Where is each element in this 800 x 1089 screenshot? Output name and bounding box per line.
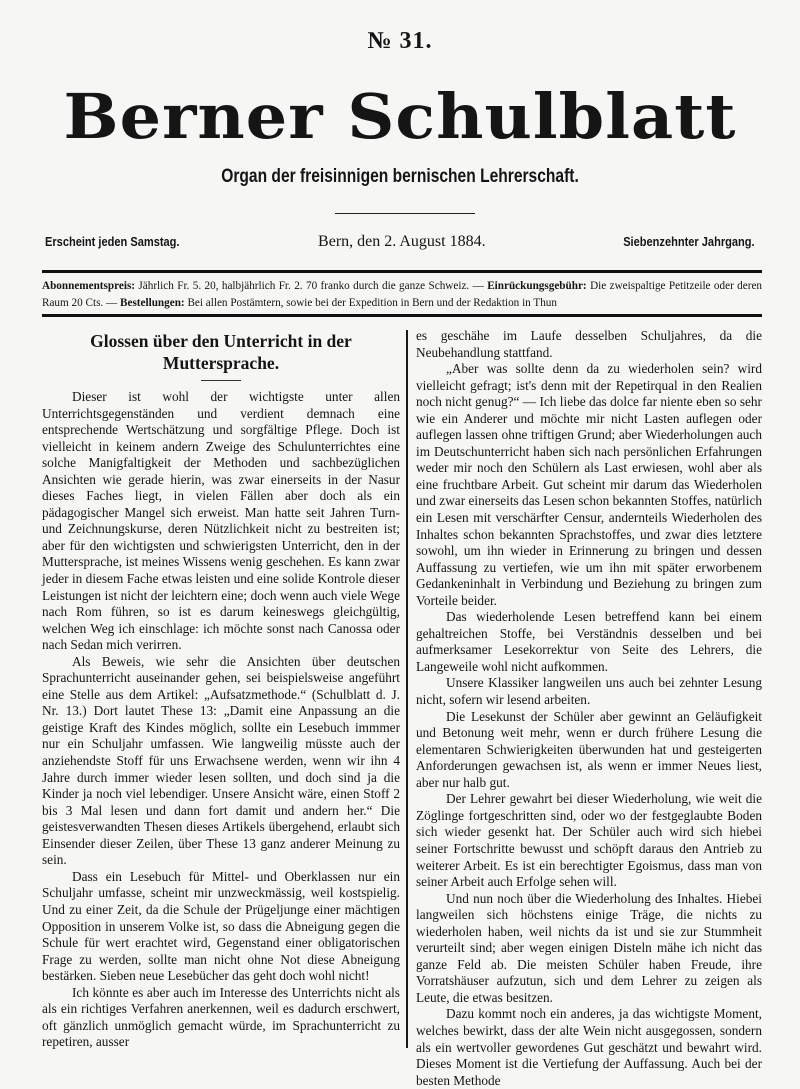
paragraph: Unsere Klassiker langweilen uns auch bei zehnter Lesung nicht, sofern wir lesend arbeiten.	[416, 675, 762, 708]
paragraph: Dazu kommt noch ein anderes, ja das wichtigste Moment, welches bewirkt, dass der alte Wein nicht ausgegossen, sondern als ein wertvoller gewordenes Gut geschätzt und bewahrt wird. Dieses Moment ist die Vertiefung der Auffassung. Auch bei der besten Methode	[416, 1006, 762, 1088]
subscription-text: Jährlich Fr. 5. 20, halbjährlich Fr. 2. 70 franko durch die ganze Schweiz. —	[138, 280, 484, 292]
paragraph: Der Lehrer gewahrt bei dieser Wiederholung, wie weit die Zöglinge fortgeschritten sind, oder wo der festgeglaubte Boden sich wieder gesenkt hat. Der Schüler auch wird sich hiebei seiner Fortschritte bewusst und schöpft daraus den Antrieb zu weiterer Arbeit. Es ist ein berechtigter Egoismus, dass man von seiner Arbeit auch Erfolge sehen will.	[416, 791, 762, 890]
info-rule-bottom	[42, 314, 762, 317]
orders-text: Bei allen Postämtern, sowie bei der Expedition in Bern und der Redaktion in Thun	[187, 297, 557, 309]
dateline: Bern, den 2. August 1884.	[318, 233, 486, 250]
paragraph: Das wiederholende Lesen betreffend kann bei einem gehaltreichen Stoffe, bei Verständnis desselben und bei aufmerksamer Lesekorrektur von Seite des Lehrers, die Langeweile wohl nicht aufkommen.	[416, 609, 762, 674]
insertion-label: Einrückungsgebühr:	[487, 280, 587, 292]
masthead-subtitle: Organ der freisinnigen bernischen Lehrerschaft.	[221, 166, 579, 187]
issue-number: № 31.	[367, 28, 433, 54]
paragraph: es geschähe im Laufe desselben Schuljahres, da die Neubehandlung stattfand.	[416, 328, 762, 360]
subscription-info	[42, 278, 762, 312]
paragraph: Dieser ist wohl der wichtigste unter allen Unterrichtsgegenständen und verdient demnach eine entsprechende Wertschätzung und sorgfältige Pflege. Doch ist vielleicht in keinem andern Zweige des Schulunterrichtes eine solche Manigfaltigkeit der Methoden und sachbezüglichen Ansichten wie gerade hierin, was zwar einerseits in der Nasur dieses Faches liegt, in vielen Fällen aber doch als ein pädagogischer Mangel sich erweist. Man hatte seit Jahren Turn- und Zeichnungskurse, deren Nützlichkeit nicht zu bestreiten ist; aber für den wichtigsten und schwierigsten Unterricht, den in der Muttersprache, ist meines Wissens wenig geschehen. Es kann zwar jeder in diesem Fache etwas leisten und eine solide Kontrole dieser Leistungen ist nicht der leichtern eine; doch wenn auch viele Wege nach Rom führen, so ist es darum keineswegs gleichgültig, welchen Weg ich einschlage: ich möchte sonst nach Canossa oder nach Sedan mich verirren.	[42, 389, 400, 653]
masthead-divider	[335, 213, 475, 214]
subscription-label: Abonnementspreis:	[42, 280, 136, 292]
orders-label: Bestellungen:	[120, 297, 185, 309]
paragraph: Und nun noch über die Wiederholung des Inhaltes. Hiebei langweilen sich höchstens einige Träge, die nichts zu wiederholen haben, weil nichts da ist und sie zur Stummheit verurteilt sind; aber wegen einigen Disteln mähe ich nicht das ganze Feld ab. Die meisten Schüler haben Freude, ihre Vorratshäuser aufzutun, sich und dem Lehrer zu zeigen als Leute, die etwas besitzen.	[416, 890, 762, 1005]
article-left-column	[42, 330, 400, 1051]
insertion-text: Die zweispaltige Petitzeile oder deren Raum 20 Cts. —	[42, 280, 763, 309]
meta-row	[45, 233, 755, 251]
article-right-column	[416, 328, 762, 1089]
headline-rule	[201, 380, 241, 381]
paragraph: Ich könnte es aber auch im Interesse des Unterrichts nicht als als ein richtiges Verfahren anerkennen, weil es dadurch erschwert, oft gänzlich unmöglich gemacht würde, im Sprachunterricht zu repetiren, ausser	[42, 984, 400, 1050]
article-headline: Glossen über den Unterricht in der Muttersprache.	[90, 331, 352, 373]
column-divider	[406, 330, 408, 1048]
info-rule-top	[42, 270, 762, 273]
paragraph: Als Beweis, wie sehr die Ansichten über deutschen Sprachunterricht auseinander gehen, sei beispielsweise angeführt eine Stelle aus dem Artikel: „Aufsatzmethode.“ (Schulblatt d. J. Nr. 13.) Dort lautet These 13: „Damit eine Anpassung an die geistige Kraft des Kindes möglich, sollte ein Lesebuch immmer nur ein Schuljahr umfassen. Wie langweilig müsste auch der anziehendste Stoff für uns Erwachsene werden, wenn wir ihn 4 Jahre durch immer wieder lesen sollten, und doch sind ja die Kinder ja noch viel lebendiger. Unsere Ansicht wäre, einen Stoff 2 bis 3 Mal lesen und dann fort damit und andern her.“ Die geistesverwandten Thesen dieses Artikels übergehend, erlaubt sich Einsender dieser Zeilen, über These 13 ganz anderer Meinung zu sein.	[42, 653, 400, 868]
paragraph: „Aber was sollte denn da zu wiederholen sein? wird vielleicht gefragt; ist's denn mit der Repetirqual in den Realien noch nicht genug?“ — Ich liebe das dolce far niente eben so sehr wie ein Anderer und möchte mir nicht Lasten auflegen oder auflegen lassen ohne triftigen Grund; aber Wiederholungen auch im Deutschunterricht haben sich nach persönlichen Erfahrungen weder mir noch den Schülern als Last erwiesen, wohl aber als eine fruchtbare Arbeit. Gut scheint mir darum das Wiederholen und zwar einerseits das Lesen schon bekannten Stoffes, natürlich ein Lesen mit verschärfter Censur, andernteils Wiederholen des Inhaltes schon bekannten Sprachstoffes, und zwar dies letztere sowohl, um ihn wieder in Erinnerung zu bringen und dessen Auffassung zu vertiefen, wie um ihn mit später erworbenem Gedankeninhalt in Verbindung und Beziehung zu bringen zum Vorteile beider.	[416, 361, 762, 608]
paragraph: Die Lesekunst der Schüler aber gewinnt an Geläufigkeit und Betonung weit mehr, wenn er durch frühere Lesung die elementaren Schwierigkeiten überwunden hat und gesteigerten Anforderungen gewachsen ist, als wenn er immer Neues liest, aber nur halb gut.	[416, 708, 762, 790]
volume-label: Siebenzehnter Jahrgang.	[623, 234, 755, 249]
publication-frequency: Erscheint jeden Samstag.	[45, 234, 180, 249]
masthead-title: Berner Schulblatt	[63, 80, 737, 153]
paragraph: Dass ein Lesebuch für Mittel- und Oberklassen nur ein Schuljahr umfasse, scheint mir unzweckmässig, weil kostspielig. Und zu einer Zeit, da die Schule der Prügeljunge einer mächtigen Opposition in unserem Volke ist, so dass die Abneigung gegen die Schule für wert erachtet wird, Gegenstand einer obligatorischen Frage zu werden, sollte man nicht ohne Not diese Abneigung bestärken. Sieben neue Lesebücher das geht doch wohl nicht!	[42, 868, 400, 984]
